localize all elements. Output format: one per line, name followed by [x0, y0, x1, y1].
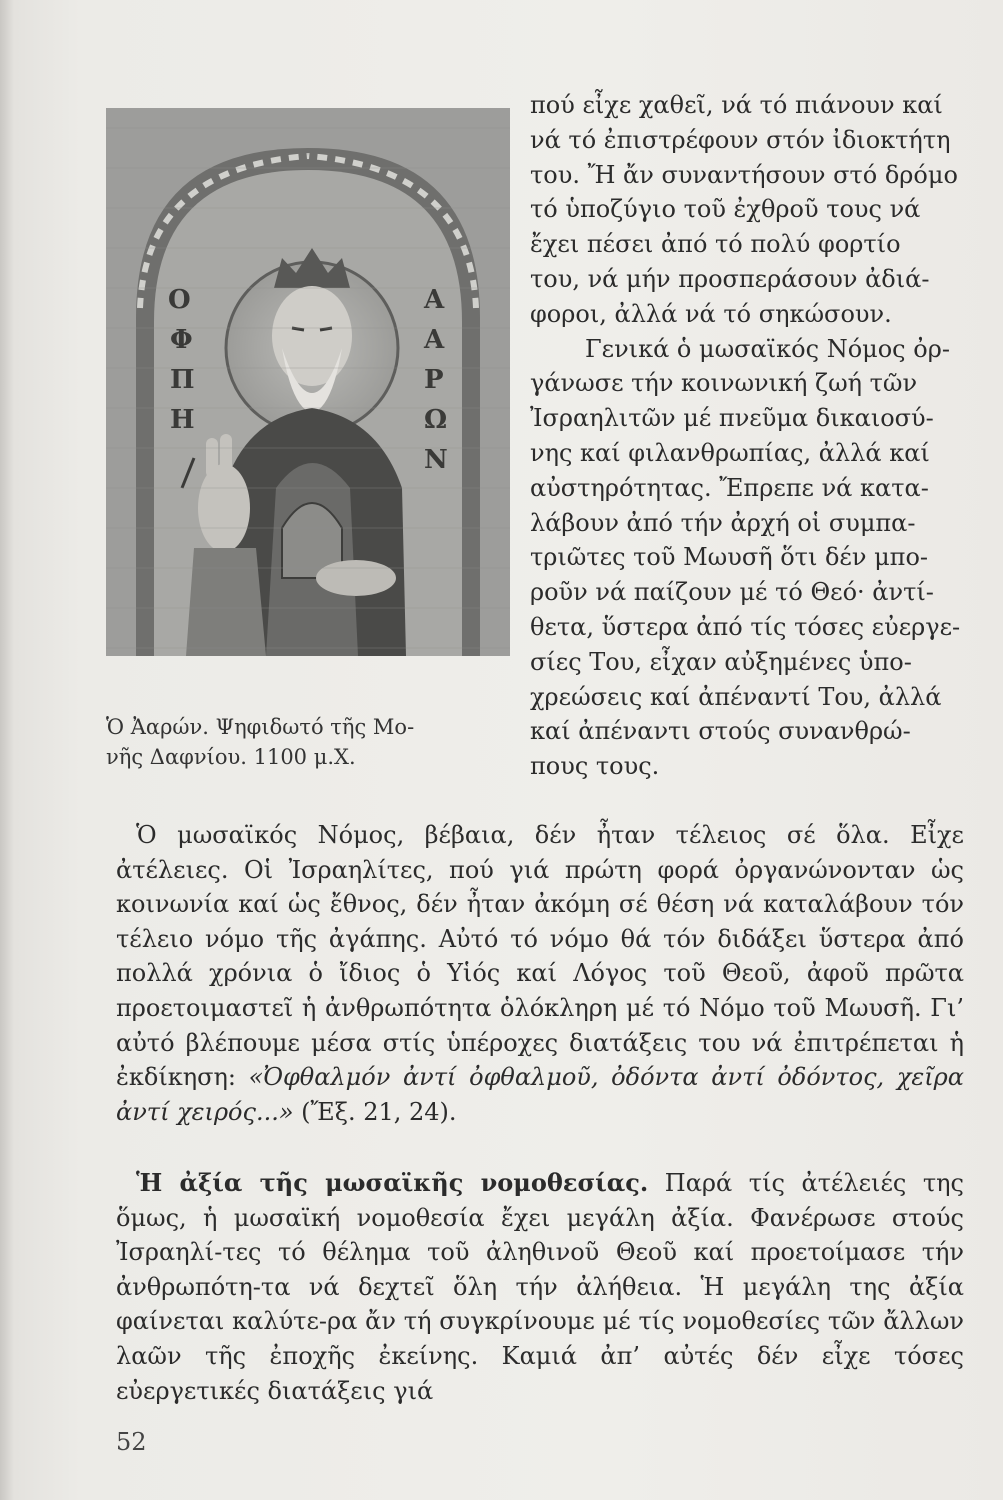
- svg-text:Ρ: Ρ: [424, 365, 444, 395]
- caption-line-2: νῆς Δαφνίου. 1100 μ.Χ.: [106, 745, 356, 769]
- svg-text:Η: Η: [170, 405, 195, 435]
- text-line: πους τους.: [530, 752, 660, 781]
- text-line: του. Ἤ ἄν συναντήσουν στό δρόμο: [530, 160, 958, 189]
- text-line: τριῶτες τοῦ Μωυσῆ ὅτι δέν μπο-: [530, 543, 929, 572]
- text-line: σίες Του, εἶχαν αὐξημένες ὑπο-: [530, 647, 912, 676]
- text-line: τό ὑποζύγιο τοῦ ἐχθροῦ τους νά: [530, 195, 921, 224]
- mosaic-illustration: [106, 108, 510, 656]
- scripture-reference: (Ἔξ. 21, 24).: [301, 1097, 457, 1126]
- section-heading: Ἡ ἀξία τῆς μωσαϊκῆς νομοθεσίας.: [136, 1168, 649, 1197]
- right-column-text: [530, 88, 962, 784]
- paragraph-imperfections: [116, 818, 964, 1129]
- mosaic-figure-aaron: [106, 108, 510, 656]
- paragraph-text: Παρά τίς ἀτέλειές της ὅμως, ἡ μωσαϊκή νομοθεσία ἔχει μεγάλη ἀξία. Φανέρωσε στούς Ἰσραηλί-τες τό θέλημα τοῦ ἀληθινοῦ Θεοῦ καί προετοίμασε τήν ἀνθρωπότη-τα νά δεχτεῖ ὅλη τήν ἀλήθεια. Ἡ μεγάλη της ἀξία φαίνεται καλύτε-ρα ἄν τή συγκρίνουμε μέ τίς νομοθεσίες τῶν ἄλλων λαῶν τῆς ἐποχῆς ἐκείνης. Καμιά ἀπ’ αὐτές δέν εἶχε τόσες εὐεργετικές διατάξεις γιά: [116, 1169, 964, 1405]
- svg-text:Ν: Ν: [424, 445, 448, 475]
- text-line: Ἰσραηλιτῶν μέ πνεῦμα δικαιοσύ-: [530, 404, 934, 433]
- text-line: ἔχει πέσει ἀπό τό πολύ φορτίο: [530, 230, 901, 259]
- text-line: Γενικά ὁ μωσαϊκός Νόμος ὀρ-: [585, 334, 950, 363]
- svg-text:Π: Π: [170, 365, 195, 395]
- svg-text:Ω: Ω: [424, 405, 448, 435]
- svg-text:Α: Α: [424, 325, 445, 355]
- caption-line-1: Ὁ Ἀαρών. Ψηφιδωτό τῆς Μο-: [106, 715, 415, 739]
- paragraph-body: [116, 1166, 964, 1408]
- quote-eye-for-eye: «Ὀφθαλμόν ἀντί ὀφθαλμοῦ, ὀδόντα ἀντί ὀδόντος, χεῖρα ἀντί χειρός...»: [116, 1063, 964, 1126]
- text-line: αὐστηρότητας. Ἔπρεπε νά κατα-: [530, 473, 929, 502]
- text-line: λάβουν ἀπό τήν ἀρχή οἱ συμπα-: [530, 508, 916, 537]
- page-number: 52: [116, 1428, 147, 1456]
- text-line: φοροι, ἀλλά νά τό σηκώσουν.: [530, 299, 892, 328]
- page-gutter-shadow: [0, 0, 14, 1500]
- text-line: γάνωσε τήν κοινωνική ζωή τῶν: [530, 369, 918, 398]
- text-line: του, νά μήν προσπεράσουν ἀδιά-: [530, 264, 930, 293]
- svg-text:Ο: Ο: [168, 285, 191, 315]
- svg-text:Α: Α: [424, 285, 445, 315]
- figure-caption: [106, 712, 496, 772]
- text-line: θετα, ὕστερα ἀπό τίς τόσες εὐεργε-: [530, 612, 961, 641]
- text-line: καί ἀπέναντι στούς συνανθρώ-: [530, 717, 911, 746]
- paragraph-body: [116, 818, 964, 1129]
- svg-text:Φ: Φ: [170, 325, 193, 355]
- text-line: χρεώσεις καί ἀπέναντί Του, ἀλλά: [530, 682, 942, 711]
- paragraph-value-of-law: [116, 1166, 964, 1408]
- text-line: ροῦν νά παίζουν μέ τό Θεό· ἀντί-: [530, 578, 934, 607]
- paragraph-text: Ὁ μωσαϊκός Νόμος, βέβαια, δέν ἦταν τέλειος σέ ὅλα. Εἶχε ἀτέλειες. Οἱ Ἰσραηλίτες, πού γιά πρώτη φορά ὀργανώνονταν ὡς κοινωνία καί ὡς ἔθνος, δέν ἦταν ἀκόμη σέ θέση νά καταλάβουν τόν τέλειο νόμο τῆς ἀγάπης. Αὐτό τό νόμο θά τόν διδάξει ὕστερα ἀπό πολλά χρόνια ὁ ἴδιος ὁ Υἱός καί Λόγος τοῦ Θεοῦ, ἀφοῦ πρῶτα προετοιμαστεῖ ἡ ἀνθρωπότητα ὁλόκληρη μέ τό Νόμο τοῦ Μωυσῆ. Γι’ αὐτό βλέπουμε μέσα στίς ὑπέροχες διατάξεις του νά ἐπιτρέπεται ἡ ἐκδίκηση:: [116, 821, 964, 1092]
- text-line: πού εἶχε χαθεῖ, νά τό πιάνουν καί: [530, 91, 943, 119]
- text-line: νά τό ἐπιστρέφουν στόν ἰδιοκτήτη: [530, 125, 951, 154]
- text-line: νης καί φιλανθρωπίας, ἀλλά καί: [530, 438, 930, 467]
